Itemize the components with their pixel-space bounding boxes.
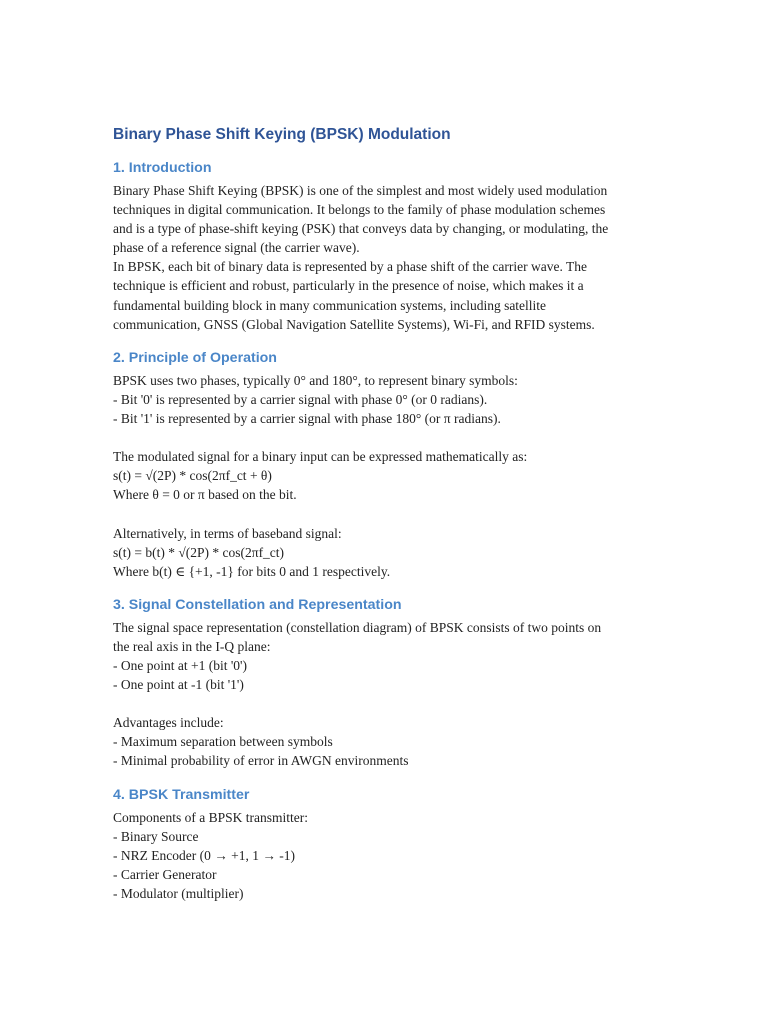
text-line: - Binary Source [113,828,199,844]
section-heading: 3. Signal Constellation and Representation [113,596,402,613]
text-line: fundamental building block in many communication systems, including satellite [113,297,547,313]
text-line: Alternatively, in terms of baseband signal: [113,525,342,541]
document-body [113,158,658,903]
text-line: The signal space representation (constellation diagram) of BPSK consists of two points on [113,619,602,635]
text-line: Binary Phase Shift Keying (BPSK) is one of the simplest and most widely used modulation [113,183,608,198]
document-page [113,124,658,903]
text-line: - One point at +1 (bit '0') [113,657,247,673]
text-line: BPSK uses two phases, typically 0° and 180°, to represent binary symbols: [113,372,518,388]
section-heading: 4. BPSK Transmitter [113,786,250,803]
text-line: s(t) = √(2P) * cos(2πf_ct + θ) [113,468,272,484]
text-line: - Modulator (multiplier) [113,885,244,901]
text-line: - Bit '0' is represented by a carrier signal with phase 0° (or 0 radians). [113,391,488,407]
blank-line [113,428,658,447]
section-heading: 1. Introduction [113,160,212,176]
text-line: communication, GNSS (Global Navigation Satellite Systems), Wi-Fi, and RFID systems. [113,316,595,332]
text-line: Where θ = 0 or π based on the bit. [113,487,297,503]
text-line: - Minimal probability of error in AWGN environments [113,753,409,769]
section-heading: 2. Principle of Operation [113,349,277,366]
text-line: - Carrier Generator [113,866,217,882]
text-line: technique is efficient and robust, particularly in the presence of noise, which makes it a [113,278,584,294]
text-line: - NRZ Encoder (0 → +1, 1 → -1) [113,847,295,863]
section-body [113,371,658,581]
text-line: Where b(t) ∈ {+1, -1} for bits 0 and 1 respectively. [113,563,391,579]
text-line: - Bit '1' is represented by a carrier signal with phase 180° (or π radians). [113,410,501,426]
text-line: Components of a BPSK transmitter: [113,809,308,825]
text-line: The modulated signal for a binary input can be expressed mathematically as: [113,449,528,465]
text-line: s(t) = b(t) * √(2P) * cos(2πf_ct) [113,544,285,560]
text-line: techniques in digital communication. It belongs to the family of phase modulation schemes [113,202,606,218]
section-body [113,181,658,334]
text-line: phase of a reference signal (the carrier wave). [113,240,360,256]
text-line: - Maximum separation between symbols [113,734,333,750]
document-title: Binary Phase Shift Keying (BPSK) Modulation [113,126,451,143]
blank-line [113,504,658,523]
section-body [113,618,658,771]
text-line: - One point at -1 (bit '1') [113,677,244,693]
text-line: Advantages include: [113,715,224,731]
text-line: In BPSK, each bit of binary data is represented by a phase shift of the carrier wave. The [113,259,587,275]
text-line: and is a type of phase-shift keying (PSK) that conveys data by changing, or modulating, the [113,221,609,237]
section-body [113,808,658,903]
blank-line [113,694,658,713]
text-line: the real axis in the I-Q plane: [113,638,271,654]
